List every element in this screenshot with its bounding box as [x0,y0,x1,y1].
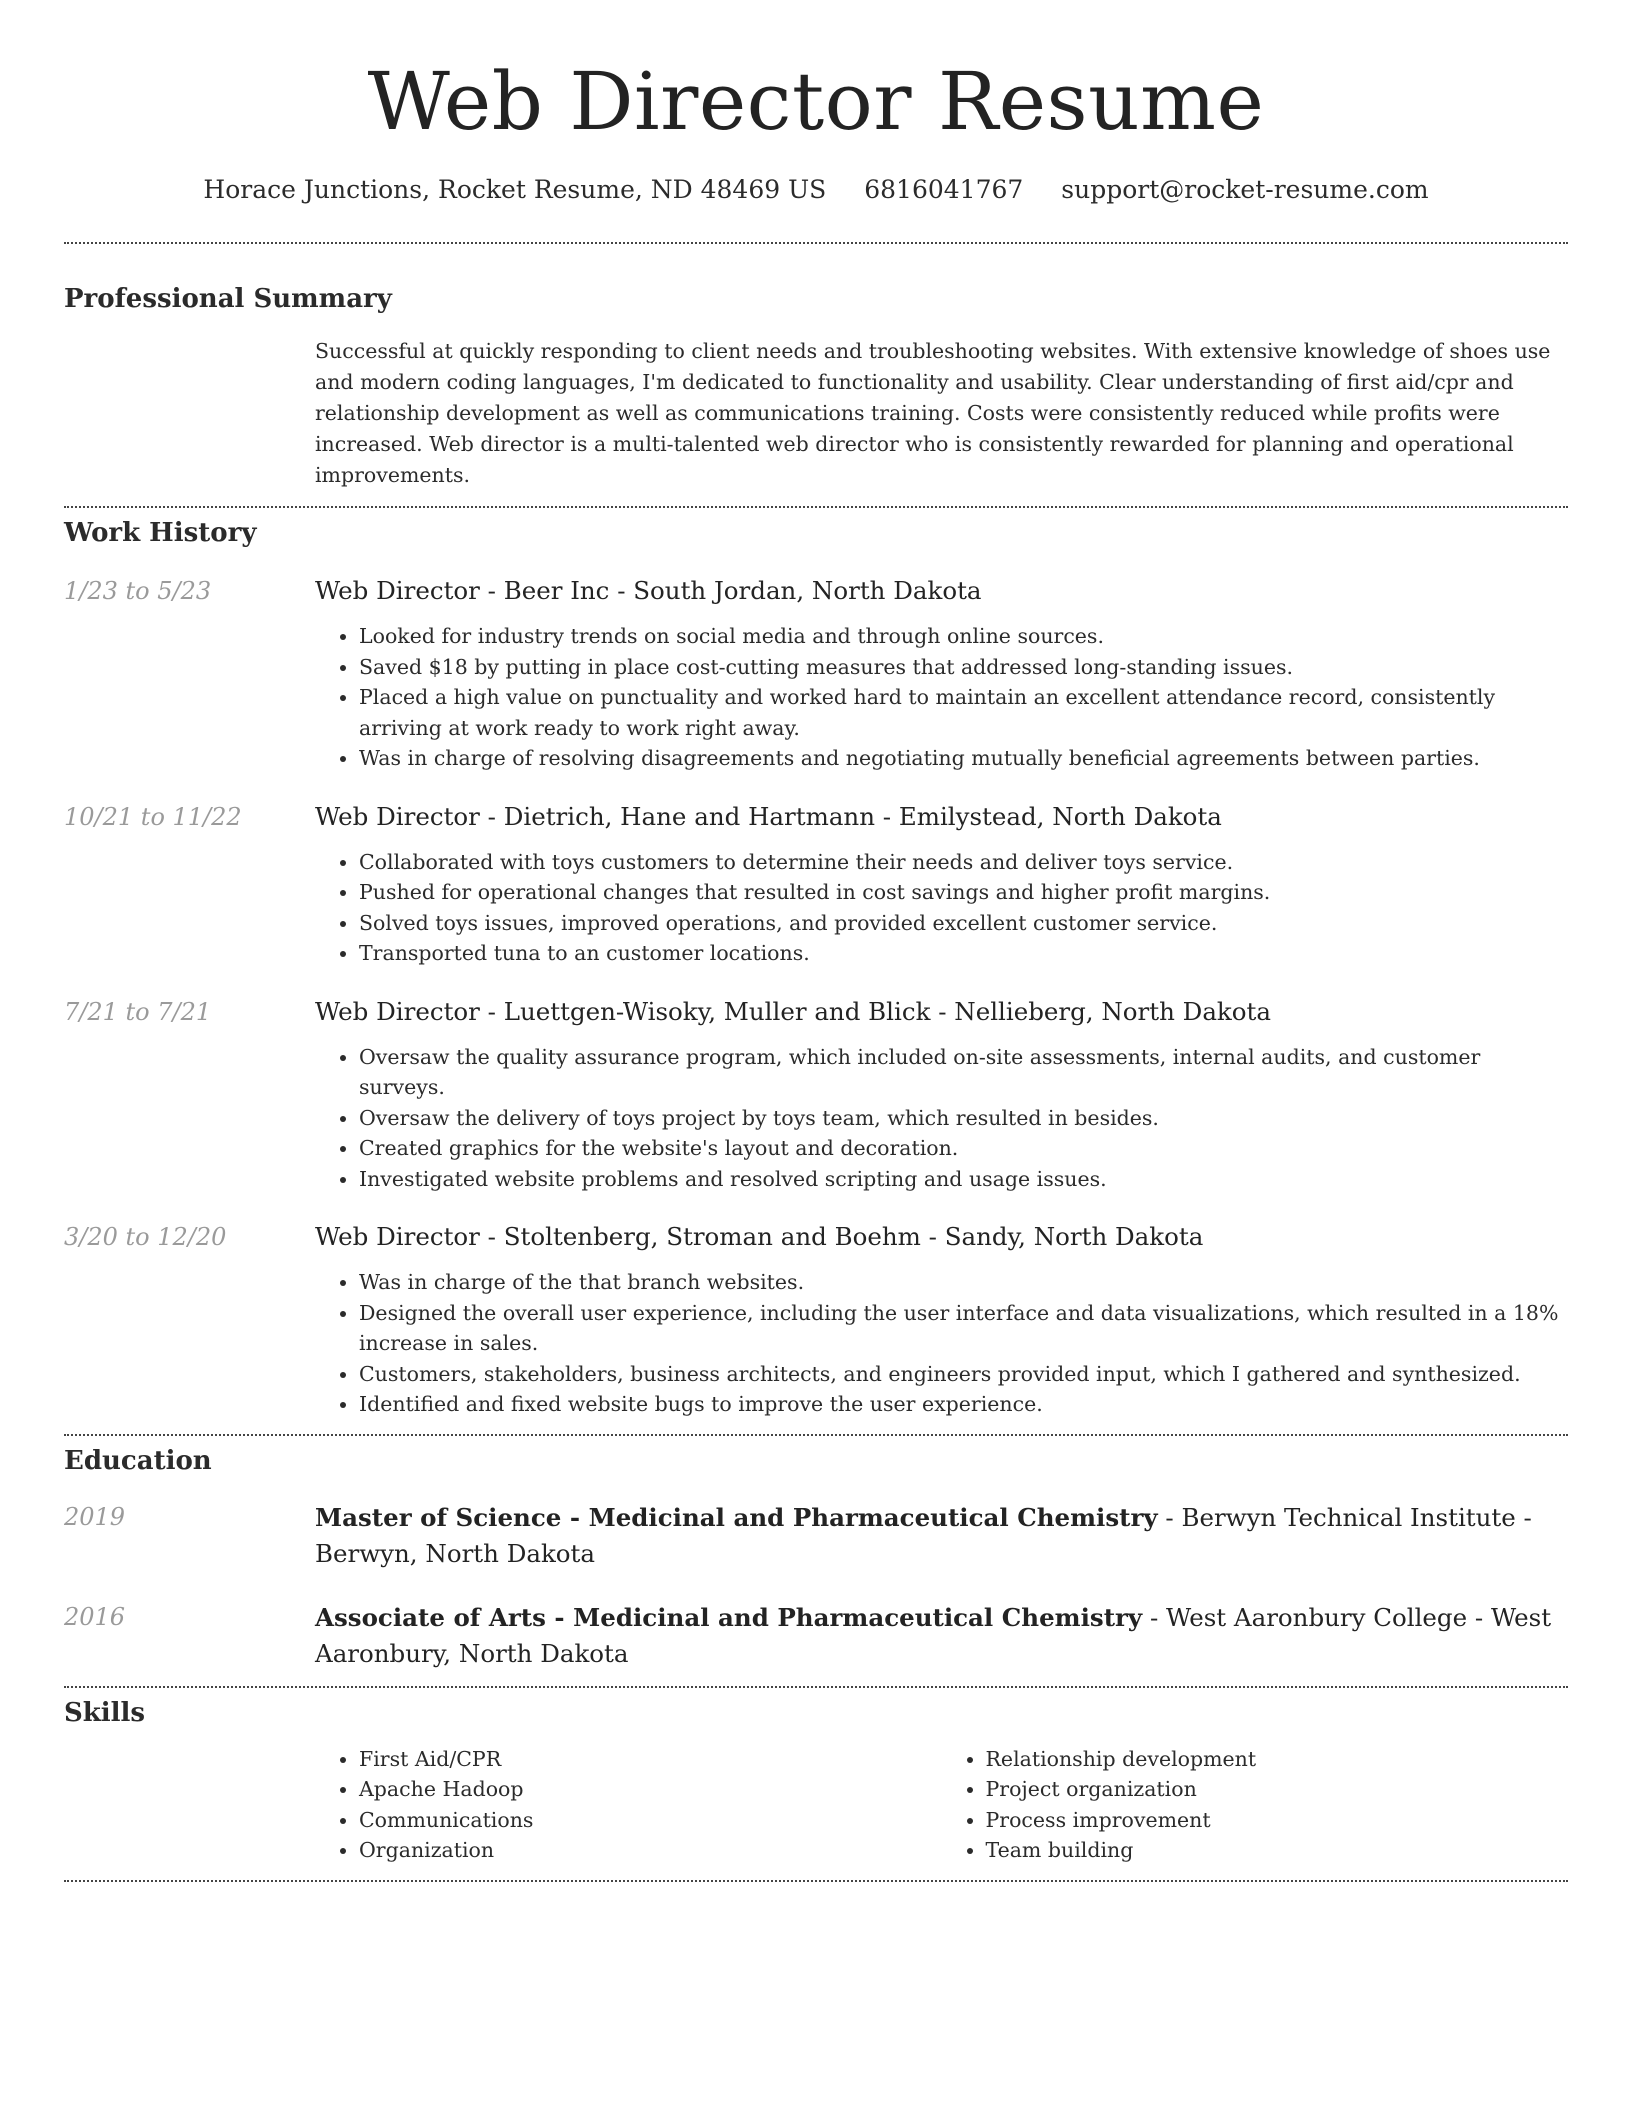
job-bullet: • Investigated website problems and resolved scripting and usage issues. [359,1164,1568,1195]
skill-item: • Relationship development [986,1744,1569,1775]
job-bullet: • Transported tuna to an customer locations. [359,938,1568,969]
job-bullet: • Collaborated with toys customers to determine their needs and deliver toys service. [359,847,1568,878]
skills-heading: Skills [64,1697,146,1728]
contact-address: Horace Junctions, Rocket Resume, ND 48469 US [203,175,827,204]
job-title: Web Director - Luettgen-Wisoky, Muller and Blick - Nellieberg, North Dakota [315,996,1271,1026]
job-bullets [315,847,1568,969]
work-history-section [64,508,1568,1420]
job-dates: 1/23 to 5/23 [64,577,212,605]
job-bullet: • Saved $18 by putting in place cost-cutting measures that addressed long-standing issues. [359,652,1568,683]
education-title [315,1500,1568,1572]
job-bullet: • Created graphics for the website's layout and decoration. [359,1133,1568,1164]
job-dates: 10/21 to 11/22 [64,802,242,831]
contact-email: support@rocket-resume.com [1061,175,1429,204]
skill-item: • Organization [359,1835,942,1866]
job-bullet: • Was in charge of resolving disagreements and negotiating mutually beneficial agreements between parties. [359,743,1568,774]
skill-item: • First Aid/CPR [359,1744,942,1775]
job-bullet: • Solved toys issues, improved operations, and provided excellent customer service. [359,908,1568,939]
education-year: 2019 [64,1502,126,1531]
summary-heading: Professional Summary [64,284,392,314]
education-heading: Education [64,1445,212,1476]
skills-section [64,1688,1568,1866]
job-entry [64,1220,1568,1420]
education-school: - Berwyn Technical Institute - Berwyn, North Dakota [315,1502,1532,1568]
job-title: Web Director - Dietrich, Hane and Hartmann - Emilystead, North Dakota [315,801,1222,831]
education-school: - West Aaronbury College - West Aaronbury, North Dakota [315,1602,1552,1668]
summary-text: Successful at quickly responding to client needs and troubleshooting websites. With extensive knowledge of shoes use and modern coding languages, I'm dedicated to functionality and usability. Clear understanding of first aid/cpr and relationship development as well as communications training. Costs were consistently reduced while profits were increased. Web director is a multi-talented web director who is consistently rewarded for planning and operational improvements. [315,339,1551,487]
education-year: 2016 [64,1602,126,1631]
contact-line [64,172,1568,208]
work-history-heading: Work History [64,518,257,548]
job-title: Web Director - Stoltenberg, Stroman and Boehm - Sandy, North Dakota [315,1222,1204,1251]
education-list [64,1500,1568,1672]
skill-item: • Process improvement [986,1805,1569,1836]
job-bullet: • Identified and fixed website bugs to improve the user experience. [359,1389,1568,1420]
job-bullet: • Customers, stakeholders, business architects, and engineers provided input, which I gathered and synthesized. [359,1359,1568,1390]
skill-item: • Communications [359,1805,942,1836]
education-degree: Associate of Arts - Medicinal and Pharmaceutical Chemistry [315,1602,1143,1632]
page-title: Web Director Resume [367,55,1265,148]
job-bullet: • Looked for industry trends on social media and through online sources. [359,621,1568,652]
job-bullet: • Oversaw the quality assurance program, which included on-site assessments, internal audits, and customer surveys. [359,1042,1568,1103]
job-dates: 3/20 to 12/20 [64,1223,227,1251]
divider [64,1880,1568,1882]
job-bullets [315,1267,1568,1420]
job-bullet: • Was in charge of the that branch websites. [359,1267,1568,1298]
skills-list-left [315,1744,942,1866]
education-entry [64,1600,1568,1672]
job-bullet: • Placed a high value on punctuality and worked hard to maintain an excellent attendance record, consistently arriving at work ready to work right away. [359,682,1568,743]
job-entry [64,574,1568,774]
job-bullet: • Pushed for operational changes that resulted in cost savings and higher profit margins. [359,877,1568,908]
education-section [64,1436,1568,1672]
skill-item: • Project organization [986,1774,1569,1805]
job-bullets [315,1042,1568,1195]
education-degree: Master of Science - Medicinal and Pharmaceutical Chemistry [315,1502,1158,1532]
contact-phone: 6816041767 [864,175,1024,204]
skill-item: • Apache Hadoop [359,1774,942,1805]
job-dates: 7/21 to 7/21 [64,997,212,1026]
skill-item: • Team building [986,1835,1569,1866]
job-entry [64,995,1568,1195]
summary-section [64,244,1568,491]
resume-page [64,0,1568,1882]
job-title: Web Director - Beer Inc - South Jordan, North Dakota [315,576,982,605]
job-list [64,574,1568,1420]
job-bullet: • Designed the overall user experience, including the user interface and data visualizations, which resulted in a 18% increase in sales. [359,1298,1568,1359]
job-bullets [315,621,1568,774]
education-title [315,1600,1568,1672]
education-entry [64,1500,1568,1572]
job-entry [64,800,1568,969]
job-bullet: • Oversaw the delivery of toys project by toys team, which resulted in besides. [359,1103,1568,1134]
skills-list-right [942,1744,1569,1866]
